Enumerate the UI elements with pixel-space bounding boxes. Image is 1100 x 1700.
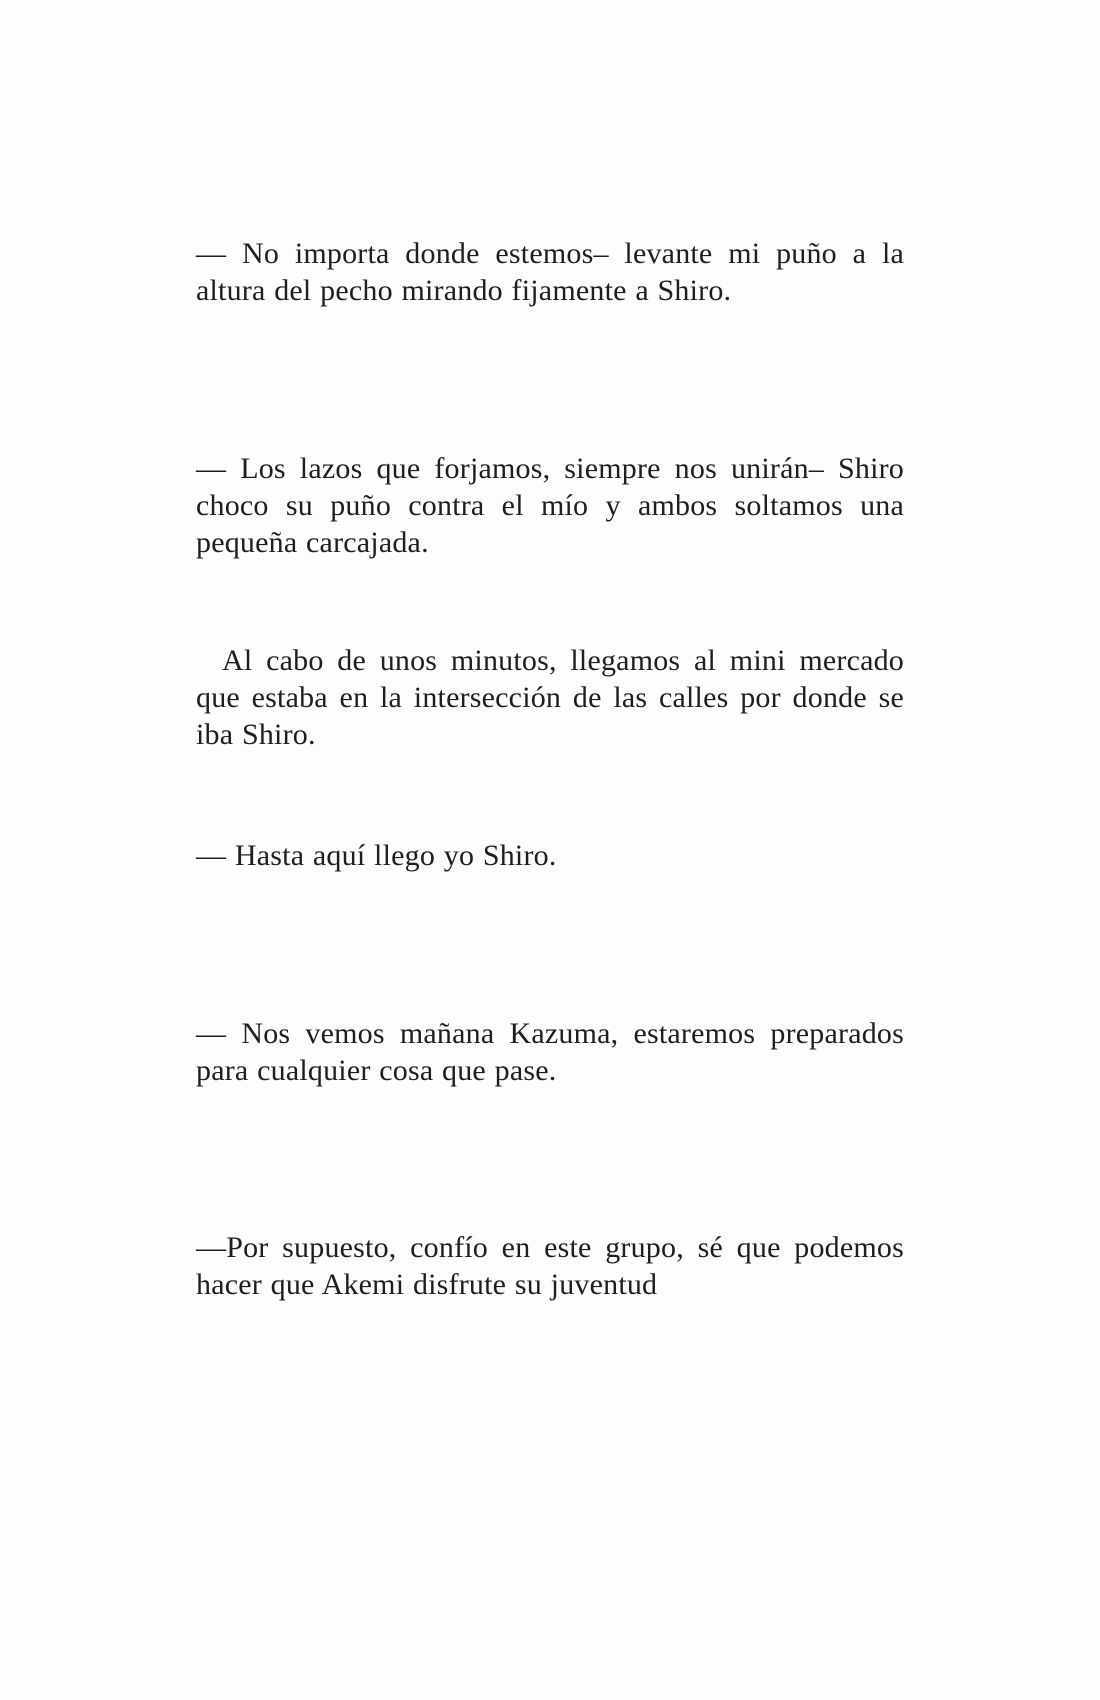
paragraph-5: — Nos vemos mañana Kazuma, estaremos preparados para cualquier cosa que pase. — [196, 1017, 904, 1087]
paragraph-6: —Por supuesto, confío en este grupo, sé que podemos hacer que Akemi disfrute su juventud — [196, 1231, 904, 1301]
paragraph-3: Al cabo de unos minutos, llegamos al mini mercado que estaba en la intersección de las calles por donde se iba Shiro. — [196, 644, 904, 751]
paragraph-4: — Hasta aquí llego yo Shiro. — [196, 839, 557, 872]
paragraph-1: — No importa donde estemos– levante mi puño a la altura del pecho mirando fijamente a Shiro. — [196, 237, 904, 307]
paragraph-2: — Los lazos que forjamos, siempre nos unirán– Shiro choco su puño contra el mío y ambos soltamos una pequeña carcajada. — [196, 452, 904, 559]
